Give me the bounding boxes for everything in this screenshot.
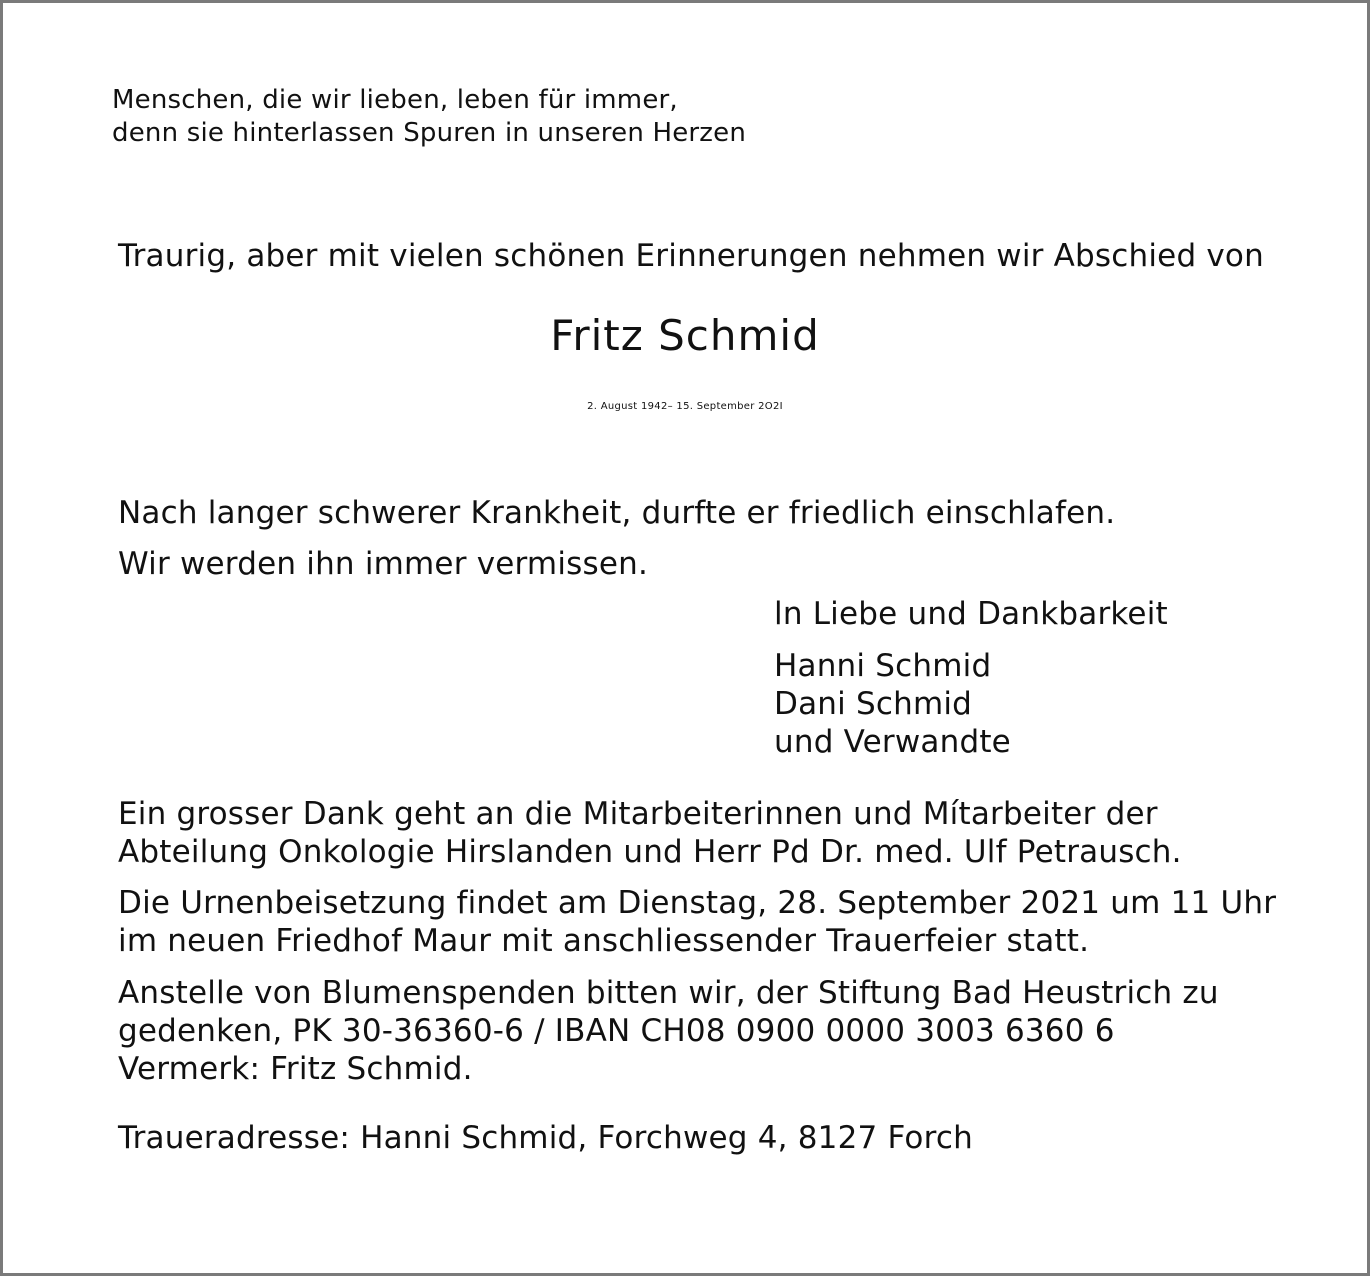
thanks-line-2: Abteilung Onkologie Hirslanden und Herr Pd Dr. med. Ulf Petrausch. xyxy=(118,834,1182,870)
signature-name-2: Dani Schmid xyxy=(774,686,973,722)
donation-line-3: Vermerk: Fritz Schmid. xyxy=(118,1051,473,1087)
motto-line-1: Menschen, die wir lieben, leben für immer, xyxy=(112,85,678,115)
message-line-1: Nach langer schwerer Krankheit, durfte er friedlich einschlafen. xyxy=(118,495,1116,531)
donation-line-1: Anstelle von Blumenspenden bitten wir, der Stiftung Bad Heustrich zu xyxy=(118,975,1219,1011)
ceremony-line-2: im neuen Friedhof Maur mit anschliessender Trauerfeier statt. xyxy=(118,923,1090,959)
signature-name-1: Hanni Schmid xyxy=(774,648,992,684)
signature-name-3: und Verwandte xyxy=(774,724,1011,760)
life-dates: 2. August 1942– 15. September 2O2I xyxy=(587,401,783,412)
message-line-2: Wir werden ihn immer vermissen. xyxy=(118,546,649,582)
intro-text: Traurig, aber mit vielen schönen Erinnerungen nehmen wir Abschied von xyxy=(118,238,1264,274)
donation-line-2: gedenken, PK 30-36360-6 / IBAN CH08 0900 0000 3003 6360 6 xyxy=(118,1013,1115,1049)
motto-line-2: denn sie hinterlassen Spuren in unseren Herzen xyxy=(112,118,747,148)
signature-greeting: ln Liebe und Dankbarkeit xyxy=(774,596,1168,632)
deceased-name: Fritz Schmid xyxy=(550,311,820,360)
thanks-line-1: Ein grosser Dank geht an die Mitarbeiterinnen und Mítarbeiter der xyxy=(118,796,1158,832)
ceremony-line-1: Die Urnenbeisetzung findet am Dienstag, 28. September 2021 um 11 Uhr xyxy=(118,885,1277,921)
mourning-address: Traueradresse: Hanni Schmid, Forchweg 4, 8127 Forch xyxy=(118,1120,973,1156)
